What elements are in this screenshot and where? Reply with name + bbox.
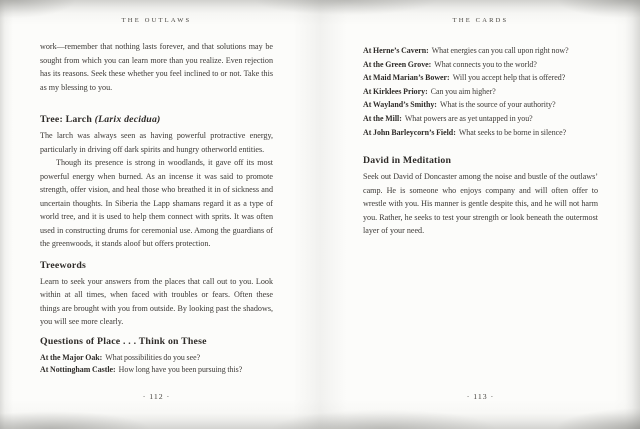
- page-number-right: · 113 ·: [466, 392, 495, 401]
- tree-paragraph-2: Though its presence is strong in woodlands, it gave off its most powerful energy when burned. As an incense it was said to promote strength, offer vision, and heal those who breathed it in of sickness and uncertain thoughts. In Siberia the Lapp shamans regard it as a type of world tree, and it is used to help them connect with sprits. It was often used in constructing drums for ceremonial use. Among the guardians of the greenwoods, it stands aloof but offers protection.: [40, 158, 273, 248]
- question-line: [363, 112, 598, 126]
- question-place-label: At the Green Grove:: [363, 59, 432, 69]
- page-number-left: · 112 ·: [142, 392, 171, 401]
- treewords-paragraph: Learn to seek your answers from the places that call out to you. Look within at all times, when faced with troubles or fears. Often these things are brought with you from outside. By looking past the shadows, you will see more clearly.: [40, 276, 273, 326]
- question-text: What energies can you call upon right now?: [431, 46, 569, 55]
- gutter-shadow: [293, 0, 347, 429]
- question-place-label: At the Major Oak:: [40, 352, 103, 362]
- question-text: What powers are as yet untapped in you?: [404, 113, 533, 123]
- question-text: Can you aim higher?: [430, 86, 496, 96]
- running-head-right: THE CARDS: [452, 17, 509, 24]
- treewords-heading: Treewords: [40, 259, 87, 271]
- david-paragraph: Seek out David of Doncaster among the noise and bustle of the outlaws’ camp. He is someone who enjoys company and will often offer to wrestle with you. His manner is gentle despite this, and he will not harm you. Rather, he seeks to test your strength or look beneath the outermost layer of your need.: [363, 172, 598, 236]
- question-line: [40, 364, 273, 376]
- tree-section-heading: [40, 114, 273, 126]
- right-page: [363, 0, 598, 429]
- question-place-label: At Maid Marian’s Bower:: [363, 73, 450, 83]
- questions-list-right: [363, 44, 598, 139]
- david-in-meditation-heading: David in Meditation: [363, 155, 452, 167]
- question-text: What possibilities do you see?: [105, 352, 201, 362]
- intro-paragraph: work—remember that nothing lasts forever, and that solutions may be sought from which you can learn more than you realize. Even rejection has its reasons. Seek these whether you feel inclined to or not. Take this as my blessing to you.: [40, 42, 273, 92]
- question-text: What connects you to the world?: [434, 59, 537, 69]
- tree-heading-latin-name: (Larix decidua): [94, 114, 161, 125]
- question-text: How long have you been pursuing this?: [118, 364, 243, 374]
- question-line: [40, 352, 273, 364]
- tree-paragraph-1: The larch was always seen as having powerful protractive energy, particularly in driving off dark spirits and hungry otherworld entities.: [40, 131, 273, 154]
- question-line: [363, 71, 598, 85]
- tree-heading-main: Tree: Larch: [40, 114, 92, 125]
- left-page: [40, 0, 273, 429]
- question-place-label: At Kirklees Priory:: [363, 86, 428, 96]
- question-line: [363, 126, 598, 140]
- question-place-label: At John Barleycorn’s Field:: [363, 127, 456, 137]
- question-line: [363, 98, 598, 112]
- question-text: What is the source of your authority?: [439, 100, 556, 110]
- question-place-label: At Wayland’s Smithy:: [363, 100, 437, 110]
- question-text: Will you accept help that is offered?: [452, 73, 566, 83]
- question-text: What seeks to be borne in silence?: [458, 127, 567, 137]
- questions-list-left: [40, 352, 273, 377]
- question-place-label: At the Mill:: [363, 113, 402, 123]
- question-place-label: At Herne’s Cavern:: [363, 46, 429, 55]
- question-line: [363, 58, 598, 72]
- running-head-left: THE OUTLAWS: [121, 17, 192, 24]
- question-line: [363, 44, 598, 58]
- questions-of-place-heading: Questions of Place . . . Think on These: [40, 335, 207, 347]
- question-line: [363, 85, 598, 99]
- question-place-label: At Nottingham Castle:: [40, 364, 116, 374]
